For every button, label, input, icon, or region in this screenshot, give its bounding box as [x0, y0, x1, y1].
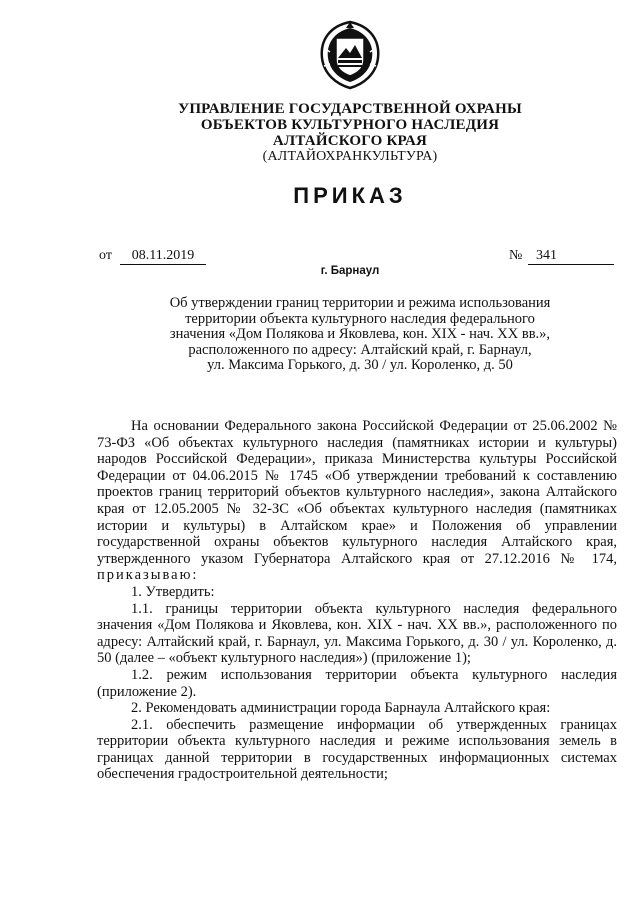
- agency-short-name: (АЛТАЙОХРАНКУЛЬТУРА): [262, 149, 438, 164]
- document-body: [97, 418, 617, 783]
- order-word: приказываю:: [97, 567, 199, 584]
- item-2-1: 2.1. обеспечить размещение информации об утвержденных границах территории объекта культурного наследия и режиме использования земель в границах данной территории в государственных информационных системах обеспечения градостроительной деятельности;: [97, 716, 617, 783]
- number-label: №: [509, 248, 523, 263]
- subject-line: Об утверждении границ территории и режима использования: [169, 295, 551, 311]
- document-subject: [120, 296, 600, 374]
- agency-name: [0, 101, 640, 165]
- altai-krai-coat-of-arms-icon: [316, 18, 384, 90]
- subject-line: ул. Максима Горького, д. 30 / ул. Короленко, д. 50: [207, 357, 513, 373]
- item-1-2: 1.2. режим использования территории объекта культурного наследия (приложение 2).: [97, 666, 617, 700]
- subject-line: значения «Дом Полякова и Яковлева, кон. XIX - нач. XX вв.»,: [169, 326, 551, 342]
- agency-line: АЛТАЙСКОГО КРАЯ: [272, 133, 428, 149]
- date-label: от: [99, 248, 112, 263]
- preamble-text: На основании Федерального закона Российской Федерации от 25.06.2002 № 73-ФЗ «Об объектах культурного наследия (памятниках истории и культуры) народов Российской Федерации», приказа Министерства культуры Российской Федерации от 04.06.2015 № 1745 «Об утверждении требований к составлению проектов границ территорий объектов культурного наследия», закона Алтайского края от 12.05.2005 № 32-ЗС «Об объектах культурного наследия (памятниках истории и культуры) в Алтайском крае» и Положения об управлении государственной охраны объектов культурного наследия Алтайского края, утвержденного указом Губернатора Алтайского края от 27.12.2016 № 174,: [97, 418, 617, 567]
- city: г. Барнаул: [320, 265, 380, 277]
- preamble-paragraph: [97, 418, 617, 584]
- agency-line: ОБЪЕКТОВ КУЛЬТУРНОГО НАСЛЕДИЯ: [200, 117, 500, 133]
- agency-line: УПРАВЛЕНИЕ ГОСУДАРСТВЕННОЙ ОХРАНЫ: [178, 101, 522, 117]
- document-type-title: ПРИКАЗ: [293, 183, 407, 208]
- item-1-1: 1.1. границы территории объекта культурного наследия федерального значения «Дом Полякова и Яковлева, кон. XIX - нач. XX вв.», расположенного по адресу: Алтайский край, г. Барнаул, ул. Максима Горького, д. 30 / ул. Короленко, д. 50 (далее – «объект культурного наследия») (приложение 1);: [97, 600, 617, 667]
- subject-line: территории объекта культурного наследия федерального: [185, 310, 535, 327]
- subject-line: расположенного по адресу: Алтайский край, г. Барнаул,: [188, 341, 532, 358]
- item-1: 1. Утвердить:: [131, 583, 215, 600]
- document-number: 341: [528, 248, 614, 265]
- item-2: 2. Рекомендовать администрации города Барнаула Алтайского края:: [131, 700, 551, 717]
- document-date: 08.11.2019: [120, 248, 206, 265]
